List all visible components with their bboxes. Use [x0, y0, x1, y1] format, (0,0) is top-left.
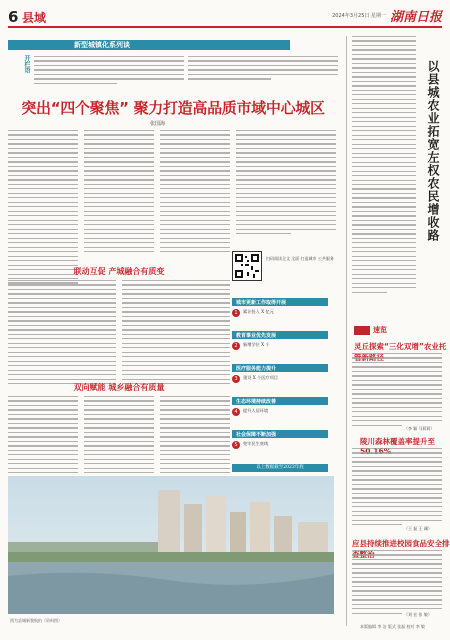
news-body: [352, 448, 442, 529]
banner-accent: [8, 40, 58, 50]
point-text: 建设 X 个医疗项目: [243, 375, 278, 380]
intro-text-left: [34, 56, 184, 87]
point-head: 社会保障不断加强: [232, 430, 328, 438]
kaipian-label: 开栏语: [23, 55, 30, 73]
point-text: 提升人居环境: [243, 408, 269, 413]
right-headline: 以县城农业拓宽左权农民增收路: [426, 60, 440, 242]
point-head: 城市更新工作取得开展: [232, 298, 328, 306]
main-headline: 突出“四个聚焦” 聚力打造高品质市域中心城区: [21, 99, 325, 117]
news-body: [352, 353, 442, 429]
masthead: [332, 6, 442, 25]
photo-caption: 图为县城新貌航拍（资料图）: [10, 618, 62, 623]
section-name: 县域: [22, 11, 47, 25]
body-col-1: [8, 130, 78, 287]
qr-code[interactable]: [232, 251, 262, 281]
news-title: 灵丘探索“三化双增”农业托: [354, 342, 447, 351]
point-number: 3: [232, 375, 240, 383]
header-rule: [8, 26, 442, 28]
point-text: 新增学位 X 个: [243, 342, 270, 347]
page-footer: 本版编辑 李 洁 版式 张磊 校对 李 敏: [360, 624, 425, 629]
point-head: 医疗服务能力提升: [232, 364, 328, 372]
tag-accent: [354, 326, 370, 335]
news-source: （王 磊 王 珊）: [404, 526, 432, 531]
body-col-6: [122, 280, 230, 388]
subhead-1: 联动互促 产城融合有质变: [73, 267, 165, 276]
news-source: （刘 宏 张 敏）: [404, 612, 432, 617]
page-number: 6: [8, 8, 19, 26]
tag-label: 速览: [373, 325, 387, 334]
right-intro-text: [352, 36, 416, 296]
point-number: 5: [232, 441, 240, 449]
points-footer: 以上数据截至2023年底: [232, 464, 328, 472]
point-number: 4: [232, 408, 240, 416]
newspaper-logo: 湖南日报: [389, 10, 442, 25]
point-head: 生态环境持续改善: [232, 397, 328, 405]
body-col-4: [236, 130, 336, 238]
quick-news-tag: [354, 325, 387, 335]
news-title: 陵川森林覆盖率提升至: [360, 437, 435, 446]
point-number: 2: [232, 342, 240, 350]
byline: 张国海: [150, 121, 166, 127]
body-col-5: [8, 280, 116, 388]
intro-text-right: [188, 56, 338, 83]
column-divider: [346, 36, 347, 626]
key-points-box: [232, 298, 338, 473]
subhead-2: 双向赋能 城乡融合有质量: [73, 383, 165, 392]
point-text: 兜牢民生底线: [243, 441, 269, 446]
city-photo: [8, 476, 334, 614]
news-body: [352, 550, 442, 617]
point-number: 1: [232, 309, 240, 317]
body-col-2: [84, 130, 154, 256]
series-banner: 新型城镇化系列谈: [58, 40, 290, 50]
point-text: 累计投入 X 亿元: [243, 309, 274, 314]
body-col-3: [160, 130, 230, 256]
qr-caption: 扫码阅读全文 全面 打造城市 公共服务: [266, 256, 334, 261]
point-head: 教育事业优先发展: [232, 331, 328, 339]
news-source: （李 颖 马莉莉）: [404, 426, 435, 431]
issue-date: 2024年3月25日 星期一: [332, 13, 386, 19]
news-title: 应县持续推进校园食品安全排: [352, 539, 450, 548]
